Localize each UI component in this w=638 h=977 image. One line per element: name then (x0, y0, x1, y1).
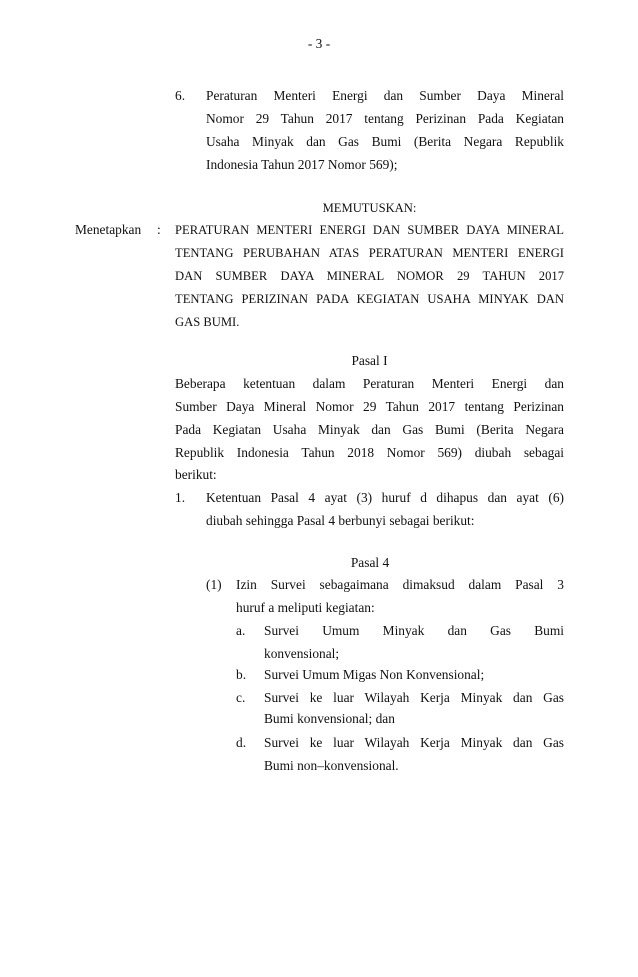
decision-line-1: PERATURAN MENTERI ENERGI DAN SUMBER DAYA MINERAL (175, 223, 564, 237)
item-1-number: 1. (175, 490, 186, 505)
page-number: - 3 - (307, 36, 331, 51)
list-item-d-letter: d. (236, 735, 247, 750)
pasal-1-intro-line-3: Pada Kegiatan Usaha Minyak dan Gas Bumi (Berita Negara (175, 422, 564, 437)
list-item-d-line-2: Bumi non–konvensional. (264, 758, 399, 773)
decision-line-2: TENTANG PERUBAHAN ATAS PERATURAN MENTERI ENERGI (175, 246, 564, 260)
list-item-b-letter: b. (236, 667, 247, 682)
item-6-line-1: Peraturan Menteri Energi dan Sumber Daya Mineral (206, 88, 564, 103)
list-item-a-line-2: konvensional; (264, 646, 340, 661)
ayat-1-line-1: Izin Survei sebagaimana dimaksud dalam Pasal 3 (236, 577, 564, 592)
item-6-line-3: Usaha Minyak dan Gas Bumi (Berita Negara Republik (206, 134, 564, 149)
pasal-1-intro-line-5: berikut: (175, 467, 217, 482)
ayat-1-line-2: huruf a meliputi kegiatan: (236, 600, 375, 615)
decision-line-5: GAS BUMI. (175, 315, 240, 329)
list-item-c-line-1: Survei ke luar Wilayah Kerja Minyak dan Gas (264, 690, 564, 705)
decision-heading: MEMUTUSKAN: (322, 201, 417, 215)
pasal-1-intro-line-4: Republik Indonesia Tahun 2018 Nomor 569) diubah sebagai (175, 445, 564, 460)
item-1-line-1: Ketentuan Pasal 4 ayat (3) huruf d dihapus dan ayat (6) (206, 490, 564, 505)
decision-line-4: TENTANG PERIZINAN PADA KEGIATAN USAHA MINYAK DAN (175, 292, 564, 306)
item-6-line-2: Nomor 29 Tahun 2017 tentang Perizinan Pada Kegiatan (206, 111, 564, 126)
item-6-number: 6. (175, 88, 186, 103)
list-item-c-line-2: Bumi konvensional; dan (264, 711, 395, 726)
pasal-1-intro-line-2: Sumber Daya Mineral Nomor 29 Tahun 2017 tentang Perizinan (175, 399, 564, 414)
pasal-4-title: Pasal 4 (350, 555, 390, 570)
list-item-b-line-1: Survei Umum Migas Non Konvensional; (264, 667, 485, 682)
decision-line-3: DAN SUMBER DAYA MINERAL NOMOR 29 TAHUN 2017 (175, 269, 564, 283)
pasal-1-title: Pasal I (351, 353, 388, 368)
decision-colon: : (157, 222, 161, 237)
item-1-line-2: diubah sehingga Pasal 4 berbunyi sebagai berikut: (206, 513, 475, 528)
item-6-line-4: Indonesia Tahun 2017 Nomor 569); (206, 157, 398, 172)
list-item-a-letter: a. (236, 623, 246, 638)
decision-label: Menetapkan (75, 222, 142, 237)
pasal-1-intro-line-1: Beberapa ketentuan dalam Peraturan Menteri Energi dan (175, 376, 564, 391)
ayat-1-number: (1) (206, 577, 222, 592)
list-item-a-line-1: Survei Umum Minyak dan Gas Bumi (264, 623, 564, 638)
list-item-c-letter: c. (236, 690, 246, 705)
list-item-d-line-1: Survei ke luar Wilayah Kerja Minyak dan Gas (264, 735, 564, 750)
